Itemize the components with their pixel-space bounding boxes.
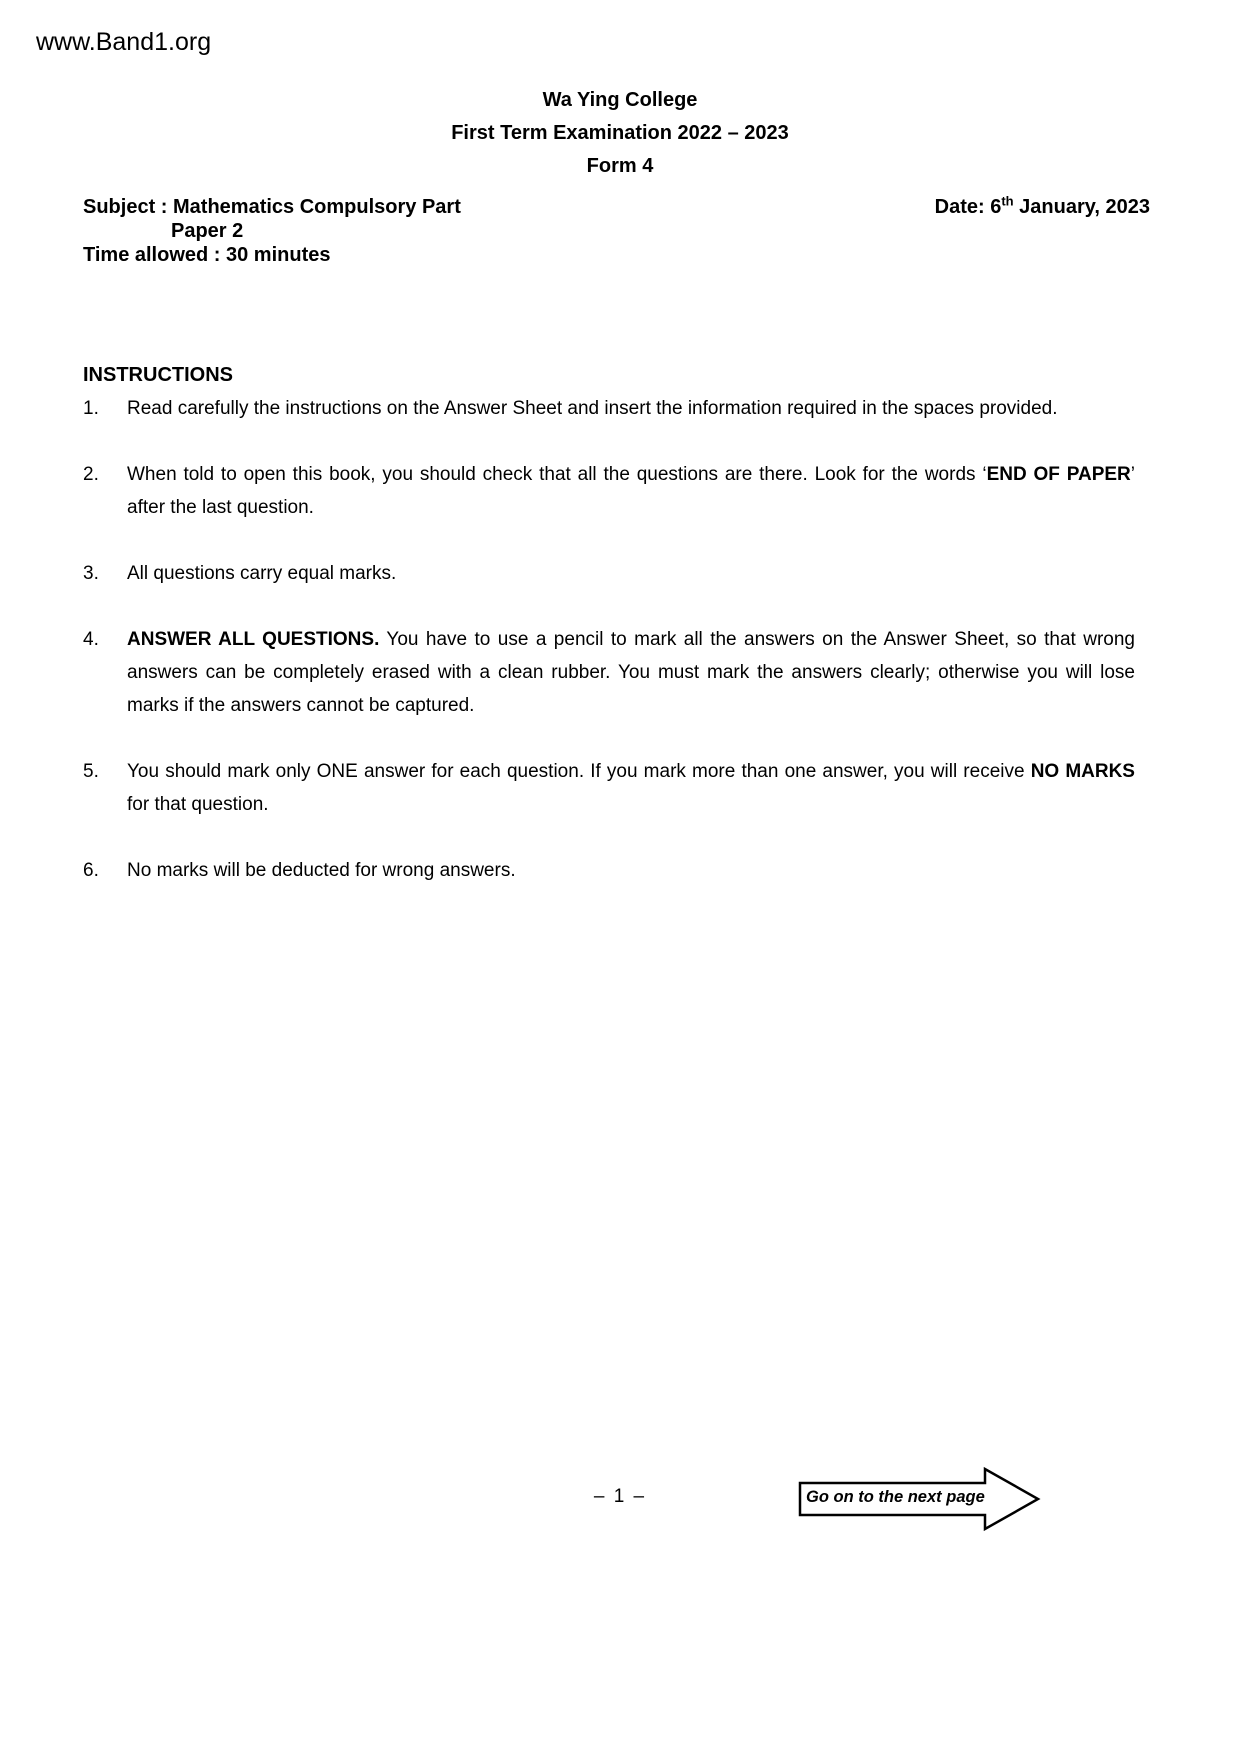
instruction-item-6 <box>83 854 1135 887</box>
instruction-number: 2. <box>83 464 99 485</box>
exam-date-ordinal: th <box>1001 193 1014 209</box>
instruction-text: No marks will be deducted for wrong answers. <box>127 860 516 881</box>
instruction-number: 4. <box>83 629 99 650</box>
instruction-text: When told to open this book, you should check that all the questions are there. Look for the words ‘END OF PAPER’ after the last question. <box>127 464 1135 518</box>
instruction-number: 3. <box>83 563 99 584</box>
instruction-item-5 <box>83 755 1135 821</box>
exam-date-suffix: January, 2023 <box>1013 196 1150 218</box>
page-number: – 1 – <box>593 1486 647 1507</box>
exam-title: First Term Examination 2022 – 2023 <box>451 122 789 144</box>
instruction-number: 1. <box>83 398 99 419</box>
next-page-arrow <box>798 1466 1042 1532</box>
instruction-text: You should mark only ONE answer for each question. If you mark more than one answer, you will receive NO MARKS for that question. <box>127 761 1135 815</box>
site-watermark: www.Band1.org <box>36 28 212 56</box>
instructions-section <box>83 359 1135 887</box>
instruction-number: 5. <box>83 761 99 782</box>
instruction-text: ANSWER ALL QUESTIONS. You have to use a pencil to mark all the answers on the Answer Sheet, so that wrong answers can be completely erased with a clean rubber. You must mark the answers clearly; otherwise you will lose marks if the answers cannot be captured. <box>127 629 1135 716</box>
subject-line: Subject : Mathematics Compulsory Part <box>83 196 461 218</box>
instruction-text: Read carefully the instructions on the Answer Sheet and insert the information required in the spaces provided. <box>127 398 1058 419</box>
college-name: Wa Ying College <box>542 89 698 111</box>
exam-date <box>935 195 1150 219</box>
instruction-item-4 <box>83 623 1135 722</box>
exam-meta <box>83 195 1150 267</box>
instruction-number: 6. <box>83 860 99 881</box>
form-label: Form 4 <box>586 155 654 177</box>
exam-date-prefix: Date: 6 <box>934 196 1002 218</box>
instruction-text: All questions carry equal marks. <box>127 563 397 584</box>
next-page-label: Go on to the next page <box>806 1488 985 1506</box>
instruction-item-3 <box>83 557 1135 590</box>
time-allowed-line: Time allowed : 30 minutes <box>83 244 331 266</box>
paper-line: Paper 2 <box>171 220 244 242</box>
instruction-item-2 <box>83 458 1135 524</box>
exam-meta-left <box>83 195 461 267</box>
instructions-title: INSTRUCTIONS <box>83 364 233 386</box>
instruction-item-1 <box>83 392 1135 425</box>
